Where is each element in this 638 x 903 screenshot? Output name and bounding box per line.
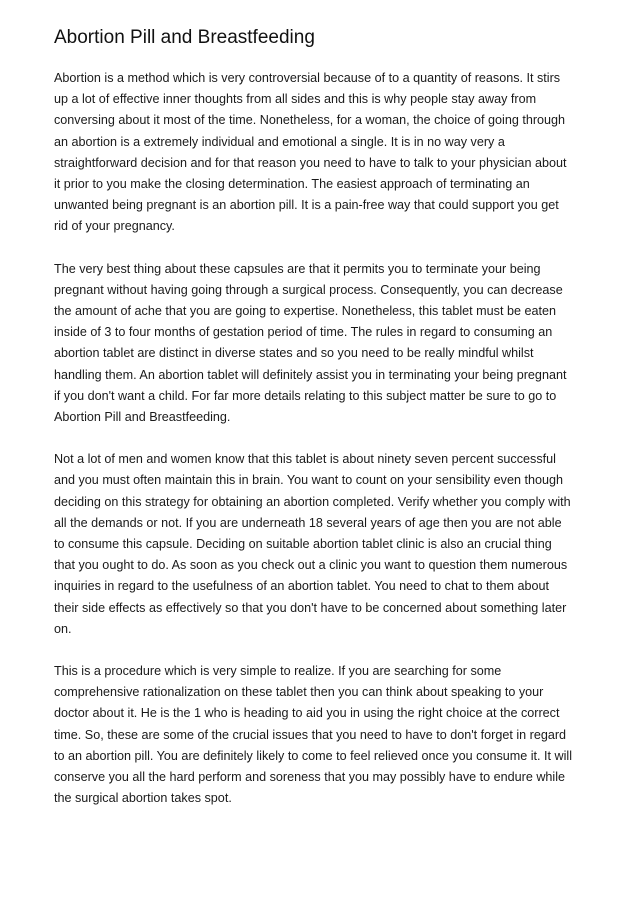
paragraph-line: that you ought to do. As soon as you check out a clinic you want to question them numerous	[54, 558, 568, 573]
paragraph-line: an abortion is a extremely individual and emotional a single. It is in no way very a	[54, 134, 505, 149]
paragraph-line: pregnant without having going through a surgical process. Consequently, you can decrease	[54, 282, 563, 297]
paragraph-line: the surgical abortion takes spot.	[54, 791, 232, 806]
body-paragraph	[54, 661, 594, 809]
paragraph-line: inside of 3 to four months of gestation period of time. The rules in regard to consuming an	[54, 325, 553, 340]
paragraph-line: conversing about it most of the time. Nonetheless, for a woman, the choice of going through	[54, 113, 566, 128]
paragraph-line: on.	[54, 621, 72, 636]
paragraph-line: Not a lot of men and women know that this tablet is about ninety seven percent successful	[54, 452, 556, 467]
body-paragraph	[54, 449, 594, 640]
paragraph-line: Abortion is a method which is very controversial because of to a quantity of reasons. It stirs	[54, 71, 561, 85]
paragraph-line: doctor about it. He is the 1 who is heading to aid you in using the right choice at the correct	[54, 706, 560, 721]
paragraph-line: handling them. An abortion tablet will definitely assist you in terminating your being pregnant	[54, 367, 567, 382]
paragraph-line: and you must often maintain this in brain. You want to count on your sensibility even though	[54, 473, 563, 488]
paragraph-line: deciding on this strategy for obtaining an abortion completed. Verify whether you comply with	[54, 494, 571, 509]
paragraph-line: The very best thing about these capsules are that it permits you to terminate your being	[54, 261, 541, 276]
paragraph-line: Abortion Pill and Breastfeeding.	[54, 410, 231, 425]
body-paragraph	[54, 259, 594, 429]
paragraph-line: their side effects as effectively so that you don't have to be concerned about something later	[54, 600, 567, 615]
paragraph-line: if you don't want a child. For far more details relating to this subject matter be sure to go to	[54, 388, 557, 403]
paragraph-line: the amount of ache that you are going to expertise. Nonetheless, this tablet must be eaten	[54, 304, 556, 319]
paragraph-line: to an abortion pill. You are definitely likely to come to feel relieved once you consume it. It will	[54, 748, 573, 763]
paragraph-line: inquiries in regard to the usefulness of an abortion tablet. You need to chat to them about	[54, 579, 549, 594]
document-title: Abortion Pill and Breastfeeding	[54, 27, 315, 48]
paragraph-line: time. So, these are some of the crucial issues that you need to have to don't forget in regard	[54, 727, 567, 742]
paragraph-line: up a lot of effective inner thoughts from all sides and this is why people stay away from	[54, 92, 537, 107]
paragraph-line: straightforward decision and for that reason you need to have to talk to your physician about	[54, 155, 567, 170]
document-page	[54, 26, 594, 831]
body-paragraph	[54, 68, 594, 238]
paragraph-line: to consume this capsule. Deciding on suitable abortion tablet clinic is also an crucial thing	[54, 537, 552, 552]
paragraph-line: unwanted being pregnant is an abortion pill. It is a pain-free way that could support you get	[54, 198, 559, 213]
document-body	[54, 68, 594, 810]
paragraph-line: This is a procedure which is very simple to realize. If you are searching for some	[54, 664, 502, 679]
paragraph-line: it prior to you make the closing determination. The easiest approach of terminating an	[54, 177, 530, 192]
paragraph-line: rid of your pregnancy.	[54, 219, 175, 234]
paragraph-line: conserve you all the hard perform and soreness that you may possibly have to endure while	[54, 770, 566, 785]
paragraph-line: comprehensive rationalization on these tablet then you can think about speaking to your	[54, 685, 544, 700]
paragraph-line: all the demands or not. If you are underneath 18 several years of age then you are not able	[54, 515, 562, 530]
paragraph-line: abortion tablet are distinct in diverse states and so you need to be really mindful whilst	[54, 346, 534, 361]
